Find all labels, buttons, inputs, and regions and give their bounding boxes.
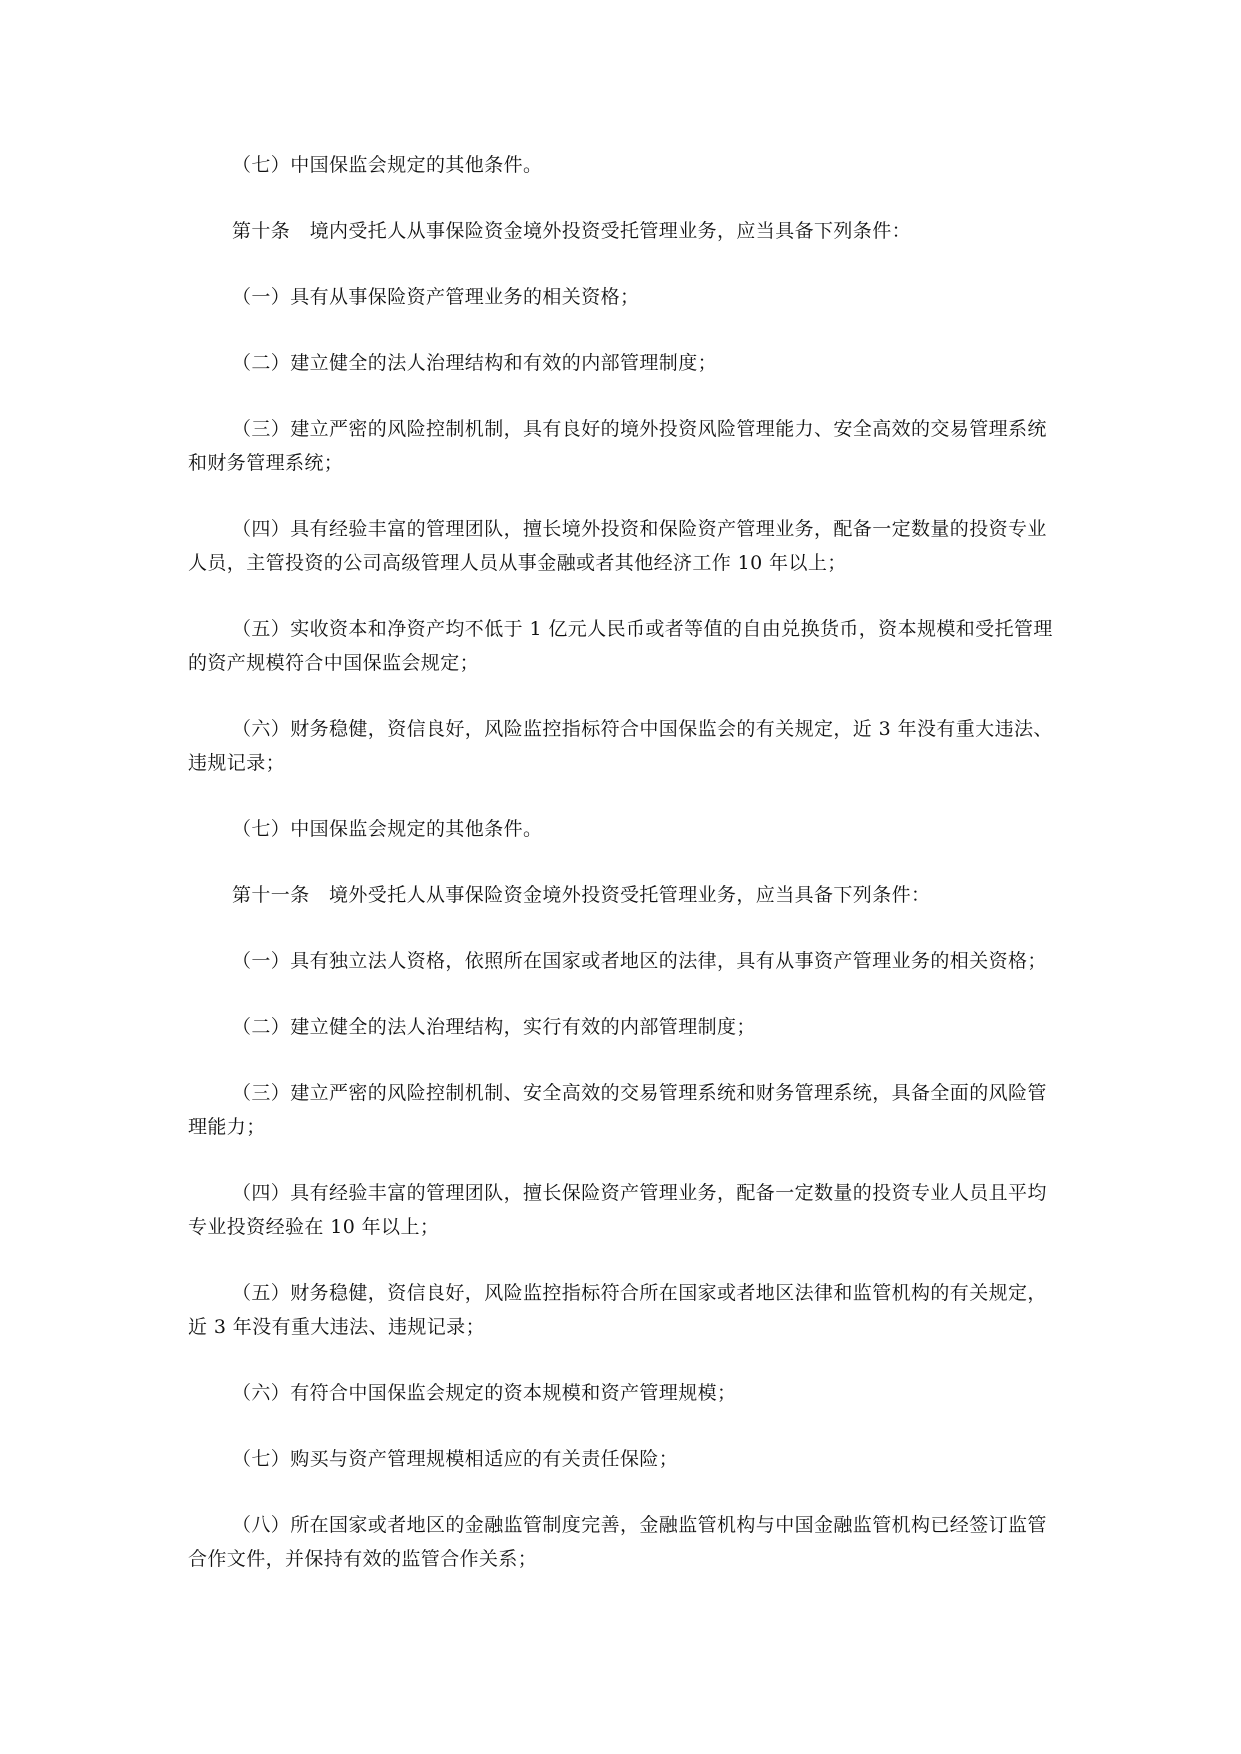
article-eleven: 第十一条 境外受托人从事保险资金境外投资受托管理业务，应当具备下列条件：	[232, 884, 931, 906]
article-eleven-item-two: （二）建立健全的法人治理结构，实行有效的内部管理制度；	[232, 1016, 756, 1038]
article-ten-item-one: （一）具有从事保险资产管理业务的相关资格；	[232, 286, 640, 308]
article-eleven-item-seven: （七）购买与资产管理规模相适应的有关责任保险；	[232, 1448, 679, 1470]
article-eleven-item-eight: （八）所在国家或者地区的金融监管制度完善，金融监管机构与中国金融监管机构已经签订监管合作文件，并保持有效的监管合作关系；	[188, 1514, 1047, 1570]
article-eleven-item-six: （六）有符合中国保监会规定的资本规模和资产管理规模；	[232, 1382, 737, 1404]
item-seven-conditions-a: （七）中国保监会规定的其他条件。	[232, 154, 543, 176]
article-ten-item-five: （五）实收资本和净资产均不低于 1 亿元人民币或者等值的自由兑换货币，资本规模和受托管理的资产规模符合中国保监会规定；	[188, 618, 1053, 674]
article-eleven-item-one: （一）具有独立法人资格，依照所在国家或者地区的法律，具有从事资产管理业务的相关资格；	[232, 950, 1047, 972]
article-eleven-item-five: （五）财务稳健，资信良好，风险监控指标符合所在国家或者地区法律和监管机构的有关规定，近 3 年没有重大违法、违规记录；	[188, 1282, 1047, 1338]
document-body	[188, 148, 1058, 1608]
article-ten-item-seven: （七）中国保监会规定的其他条件。	[232, 818, 543, 840]
article-ten-item-two: （二）建立健全的法人治理结构和有效的内部管理制度；	[232, 352, 718, 374]
article-ten-item-six: （六）财务稳健，资信良好，风险监控指标符合中国保监会的有关规定，近 3 年没有重大违法、违规记录；	[188, 718, 1053, 774]
article-eleven-item-three: （三）建立严密的风险控制机制、安全高效的交易管理系统和财务管理系统，具备全面的风险管理能力；	[188, 1082, 1047, 1138]
article-ten-item-four: （四）具有经验丰富的管理团队，擅长境外投资和保险资产管理业务，配备一定数量的投资专业人员，主管投资的公司高级管理人员从事金融或者其他经济工作 10 年以上；	[188, 518, 1047, 574]
article-eleven-item-four: （四）具有经验丰富的管理团队，擅长保险资产管理业务，配备一定数量的投资专业人员且平均专业投资经验在 10 年以上；	[188, 1182, 1047, 1238]
article-ten-item-three: （三）建立严密的风险控制机制，具有良好的境外投资风险管理能力、安全高效的交易管理系统和财务管理系统；	[188, 418, 1047, 474]
article-ten: 第十条 境内受托人从事保险资金境外投资受托管理业务，应当具备下列条件：	[232, 220, 912, 242]
